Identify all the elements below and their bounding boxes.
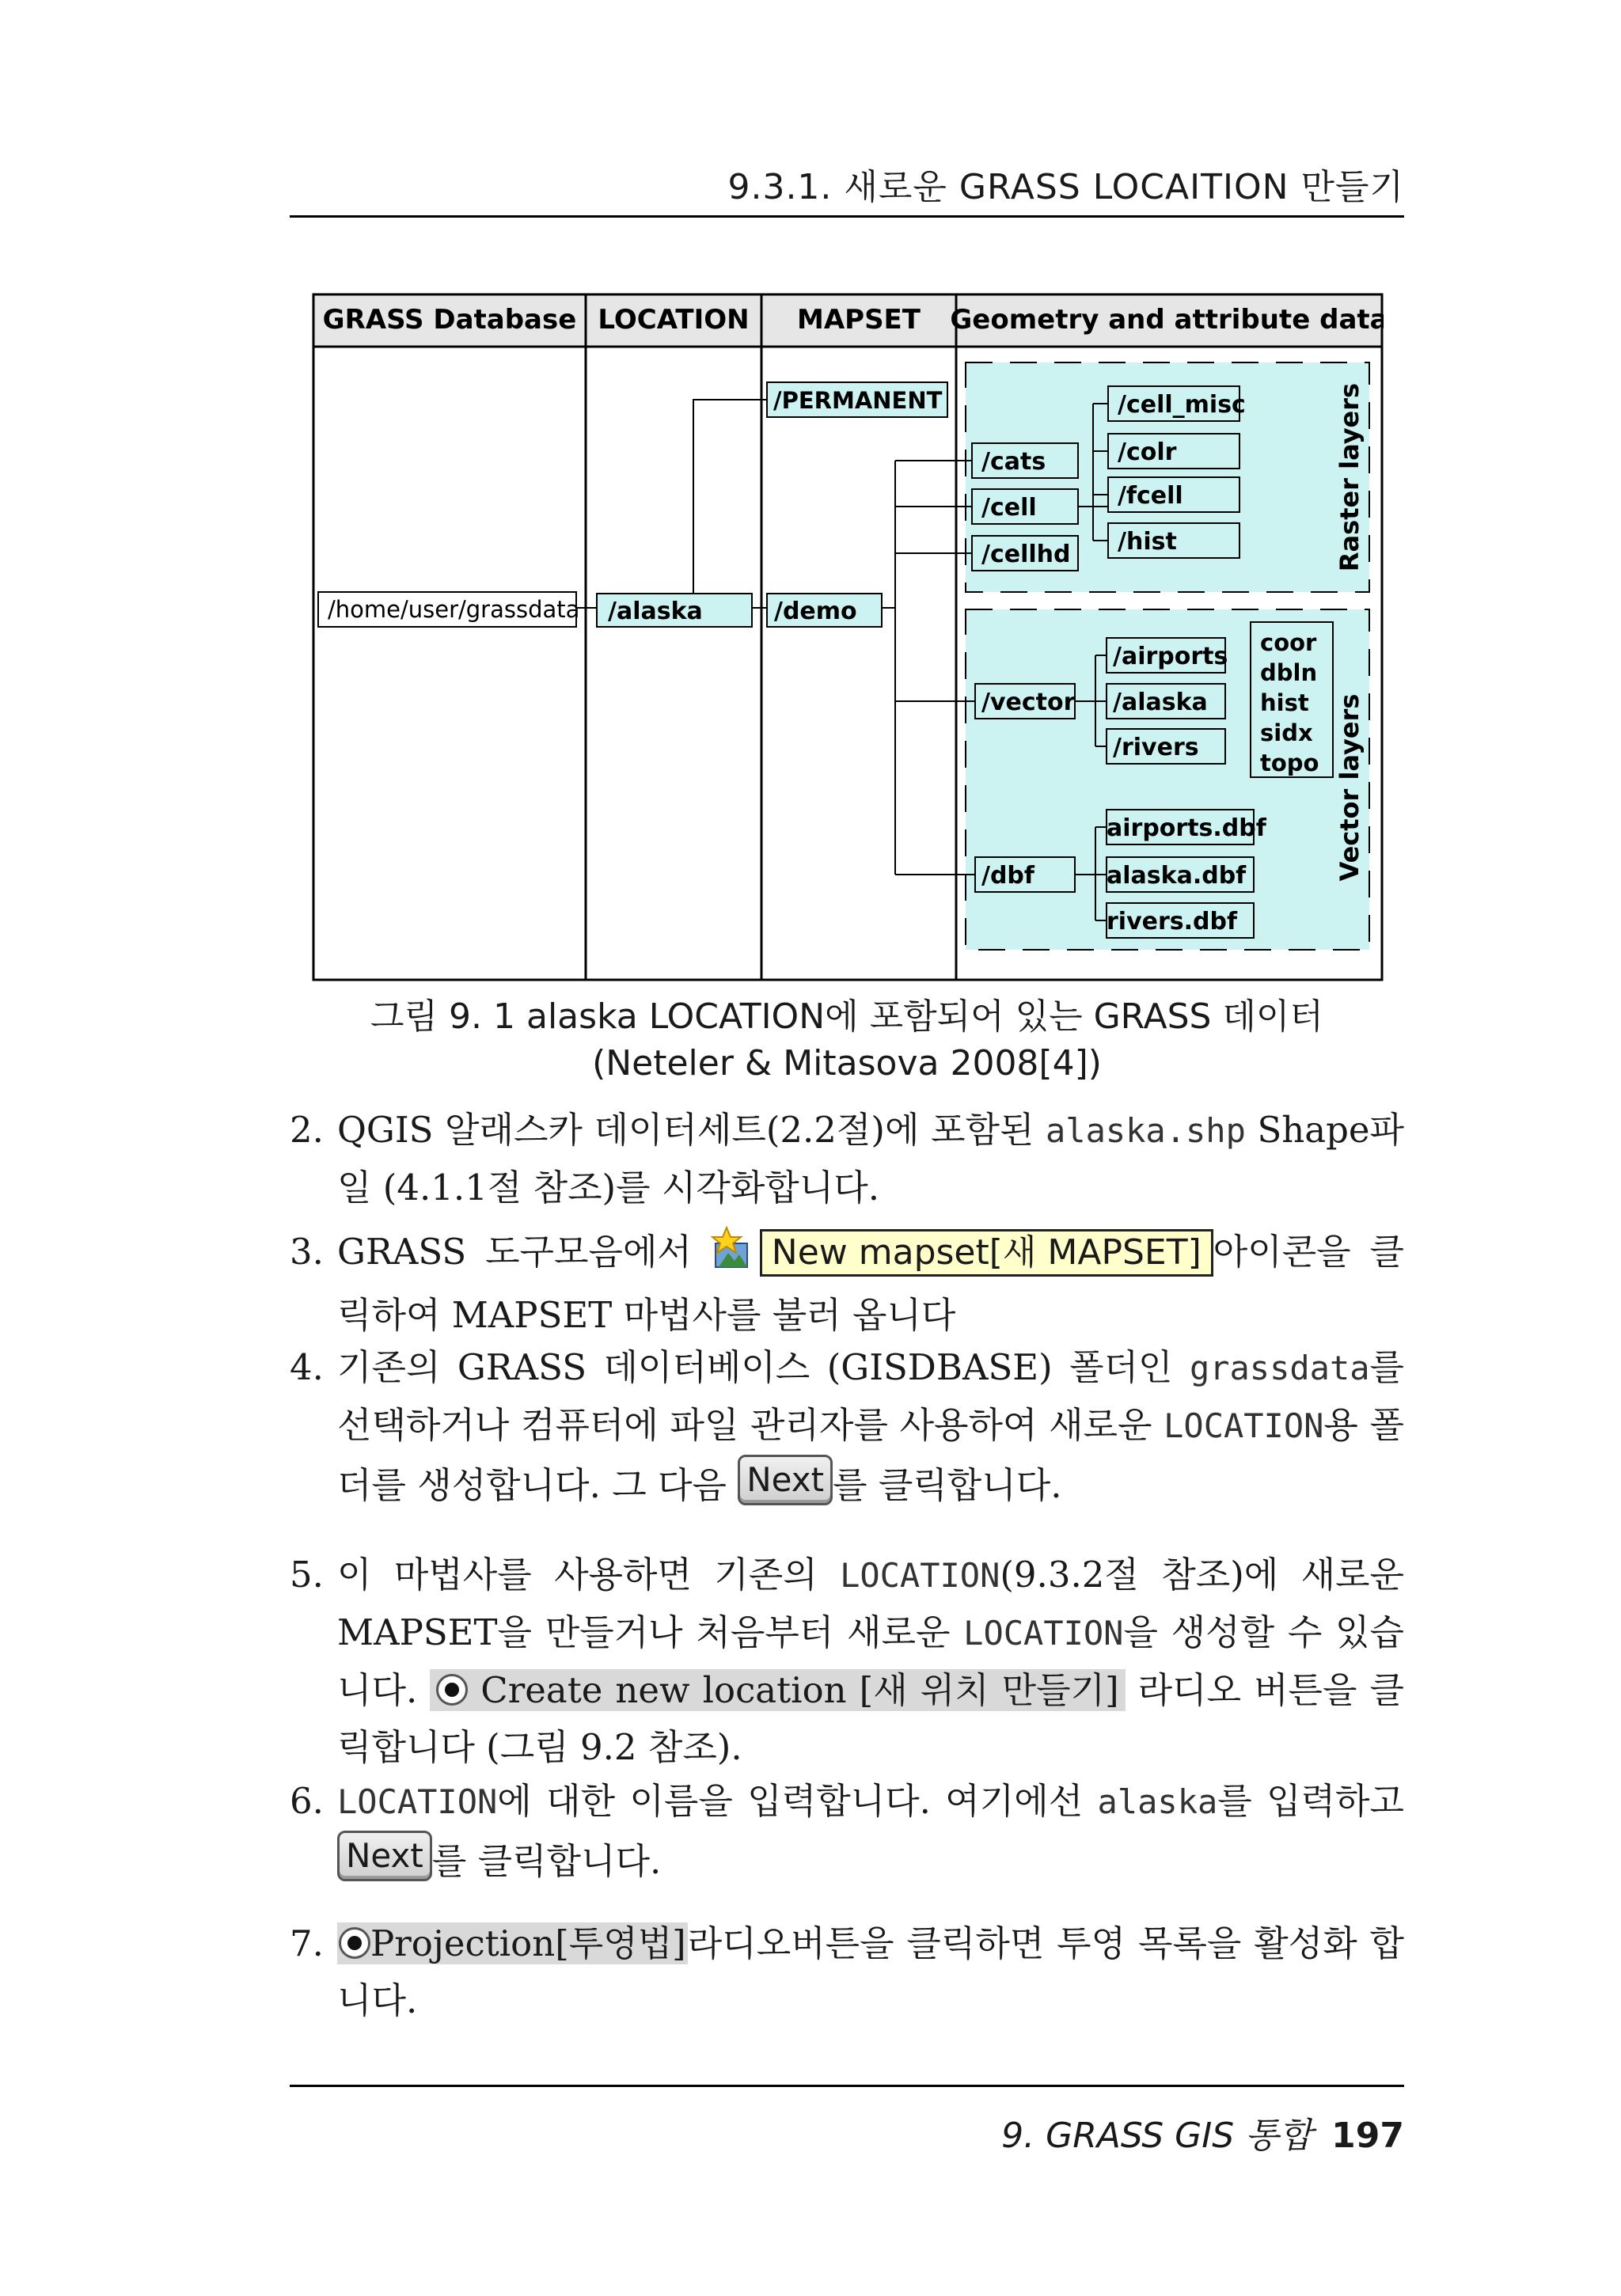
mapset-permanent-node (767, 382, 947, 417)
raster-cellhd-node (972, 536, 1078, 571)
svg-text:alaska.dbf: alaska.dbf (1107, 862, 1247, 890)
svg-text:sidx: sidx (1260, 719, 1313, 746)
radio-selected-icon[interactable] (436, 1674, 468, 1706)
raster-hist-node (1108, 523, 1239, 558)
chapter-title: 9. GRASS GIS 통합 (1001, 2116, 1313, 2156)
svg-text:/hist: /hist (1118, 528, 1177, 556)
code-alaska: alaska (1097, 1782, 1218, 1821)
col-header-location: LOCATION (598, 304, 750, 336)
step-2: 2. QGIS 알래스카 데이터세트(2.2절)에 포함된 alaska.shp Shape파일 (4.1.1절 참조)를 시각화합니다. (290, 1102, 1404, 1216)
dbf-rivers-node (1107, 903, 1254, 938)
step-number: 3. (290, 1231, 324, 1273)
col-header-mapset: MAPSET (797, 304, 921, 336)
svg-text:/alaska: /alaska (1113, 689, 1208, 716)
dbf-dir-node (975, 857, 1075, 892)
dbf-airports-node (1107, 810, 1267, 844)
step-7: 7. Projection[투영법]라디오버튼을 클릭하면 투영 목록을 활성화 합니다. (290, 1915, 1404, 2029)
svg-text:rivers.dbf: rivers.dbf (1107, 908, 1238, 935)
step-number: 4. (290, 1346, 324, 1388)
create-new-location-radio[interactable]: Create new location [새 위치 만들기] (430, 1669, 1125, 1711)
svg-text:/cell: /cell (981, 494, 1037, 522)
svg-text:/alaska: /alaska (608, 598, 703, 625)
raster-layers-label: Raster layers (1334, 382, 1365, 572)
grass-structure-figure (312, 293, 1384, 981)
database-node (318, 592, 579, 627)
svg-text:topo: topo (1260, 750, 1319, 776)
vector-files-node (1251, 622, 1333, 777)
figure-caption-line1: 그림 9. 1 alaska LOCATION에 포함되어 있는 GRASS 데이터 (370, 996, 1323, 1037)
svg-text:/PERMANENT: /PERMANENT (773, 387, 943, 414)
code-location: LOCATION (963, 1614, 1124, 1653)
raster-cell-node (972, 489, 1078, 524)
mapset-demo-node (767, 594, 882, 627)
svg-text:/airports: /airports (1113, 643, 1228, 670)
raster-fcell-node (1108, 477, 1239, 512)
code-location: LOCATION (840, 1556, 1000, 1595)
raster-colr-node (1108, 434, 1239, 469)
svg-text:/home/user/grassdata: /home/user/grassdata (328, 596, 580, 623)
section-title: 9.3.1. 새로운 GRASS LOCAITION 만들기 (727, 167, 1404, 207)
dbf-alaska-node (1107, 857, 1254, 892)
vector-alaska-node (1107, 684, 1225, 719)
svg-text:airports.dbf: airports.dbf (1107, 814, 1266, 842)
new-mapset-icon[interactable] (711, 1226, 757, 1287)
code-grassdata: grassdata (1189, 1349, 1370, 1387)
svg-text:/fcell: /fcell (1118, 482, 1183, 510)
step-number: 5. (290, 1554, 324, 1596)
col-header-database: GRASS Database (322, 304, 577, 336)
code-location: LOCATION (1164, 1406, 1324, 1445)
raster-cellmisc-node (1108, 386, 1246, 421)
page-footer (290, 2107, 1404, 2157)
header-rule (290, 215, 1404, 218)
radio-selected-icon[interactable] (339, 1927, 370, 1959)
svg-text:/vector: /vector (981, 689, 1076, 716)
projection-radio[interactable]: Projection[투영법] (337, 1922, 688, 1964)
next-button[interactable]: Next (738, 1455, 833, 1505)
svg-text:/cats: /cats (981, 448, 1046, 476)
code-alaska-shp: alaska.shp (1046, 1111, 1246, 1150)
raster-cats-node (972, 443, 1078, 478)
svg-text:/cellhd: /cellhd (981, 541, 1071, 568)
svg-text:dbln: dbln (1260, 659, 1318, 686)
svg-text:/dbf: /dbf (981, 862, 1034, 890)
step-number: 7. (290, 1922, 324, 1964)
figure-caption-line2: (Neteler & Mitasova 2008[4]) (592, 1043, 1102, 1083)
vector-rivers-node (1107, 729, 1225, 764)
step-5: 5. 이 마법사를 사용하면 기존의 LOCATION(9.3.2절 참조)에 새로운 MAPSET을 만들거나 처음부터 새로운 LOCATION을 생성할 수 있습니다. Create new location [새 위치 만들기] 라디오 버튼을 클릭합니다 (그림 9.2 참조). (290, 1546, 1404, 1776)
next-button[interactable]: Next (337, 1831, 432, 1881)
step-4: 4. 기존의 GRASS 데이터베이스 (GISDBASE) 폴더인 grassdata를 선택하거나 컴퓨터에 파일 관리자를 사용하여 새로운 LOCATION용 폴더를 생성합니다. 그 다음 Next 를 클릭합니다. (290, 1339, 1404, 1514)
location-node (597, 594, 752, 627)
step-number: 6. (290, 1780, 324, 1822)
col-header-geometry: Geometry and attribute data (950, 304, 1384, 336)
svg-text:/cell_misc: /cell_misc (1118, 391, 1246, 419)
svg-text:hist: hist (1260, 689, 1309, 716)
svg-text:/rivers: /rivers (1113, 734, 1199, 761)
vector-dir-node (975, 684, 1076, 719)
step-6: 6. LOCATION에 대한 이름을 입력합니다. 여기에선 alaska를 입력하고 Next 를 클릭합니다. (290, 1773, 1404, 1890)
vector-airports-node (1107, 638, 1228, 673)
code-location: LOCATION (337, 1782, 498, 1821)
svg-text:coor: coor (1260, 629, 1317, 656)
svg-text:/demo: /demo (774, 598, 857, 625)
footer-rule (290, 2085, 1404, 2087)
page-number: 197 (1331, 2116, 1404, 2156)
vector-layers-label: Vector layers (1334, 693, 1365, 882)
step-3: 3. GRASS 도구모음에서 New mapset[새 MAPSET] 아이콘을 클릭하여 MAPSET 마법사를 불러 옵니다 (290, 1224, 1404, 1344)
svg-text:/colr: /colr (1118, 438, 1177, 466)
step-number: 2. (290, 1109, 324, 1151)
new-mapset-label[interactable]: New mapset[새 MAPSET] (760, 1229, 1213, 1277)
